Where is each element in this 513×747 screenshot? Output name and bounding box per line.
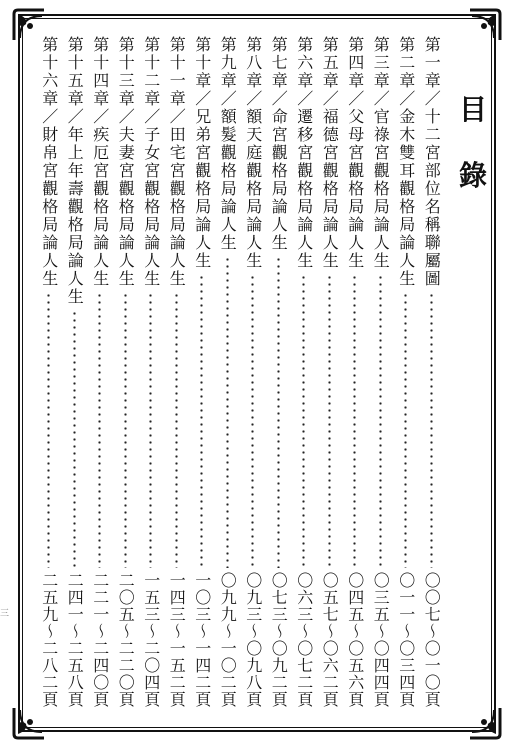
toc-entry[interactable] xyxy=(342,36,368,708)
entry-pages: 〇九三～〇九八頁 xyxy=(243,572,263,708)
entry-title: 第十四章／疾厄宮觀格局論人生 xyxy=(90,36,110,288)
corner-ornament-icon xyxy=(468,706,502,740)
entry-title: 第十六章／財帛宮觀格局論人生 xyxy=(39,36,59,288)
entry-title: 第十章／兄弟宮觀格局論人生 xyxy=(192,36,212,270)
leader-dots xyxy=(328,274,331,568)
entry-title: 第十二章／子女宮觀格局論人生 xyxy=(141,36,161,288)
toc-entry[interactable] xyxy=(62,36,88,708)
entry-pages: 二四一～二五八頁 xyxy=(65,572,85,708)
entry-title: 第八章／額天庭觀格局論人生 xyxy=(243,36,263,270)
entry-title: 第九章／額髮觀格局論人生 xyxy=(218,36,238,252)
entry-pages: 〇六三～〇七二頁 xyxy=(294,572,314,708)
toc-entry[interactable] xyxy=(215,36,241,708)
entry-title: 第十三章／夫妻宮觀格局論人生 xyxy=(116,36,136,288)
margin-mark: 三 xyxy=(0,609,10,619)
entry-pages: 一四三～一五二頁 xyxy=(167,572,187,708)
entry-pages: 一〇三～一四二頁 xyxy=(192,572,212,708)
leader-dots xyxy=(47,292,50,568)
leader-dots xyxy=(302,274,305,568)
toc-entry[interactable] xyxy=(138,36,164,708)
corner-ornament-icon xyxy=(12,706,46,740)
entry-pages: 〇三五～〇四四頁 xyxy=(371,572,391,708)
toc-entry[interactable] xyxy=(164,36,190,708)
entry-title: 第六章／遷移宮觀格局論人生 xyxy=(294,36,314,270)
entry-pages: 〇四五～〇五六頁 xyxy=(345,572,365,708)
toc-entry[interactable] xyxy=(291,36,317,708)
leader-dots xyxy=(353,274,356,568)
leader-dots xyxy=(149,292,152,568)
toc-entry[interactable] xyxy=(266,36,292,708)
entry-title: 第三章／官祿宮觀格局論人生 xyxy=(371,36,391,270)
toc-entry[interactable] xyxy=(419,36,445,708)
leader-dots xyxy=(200,274,203,568)
toc-entry[interactable] xyxy=(189,36,215,708)
leader-dots xyxy=(379,274,382,568)
title-char: 目 xyxy=(458,93,487,126)
leader-dots xyxy=(251,274,254,568)
leader-dots xyxy=(404,292,407,568)
toc-entry[interactable] xyxy=(87,36,113,708)
toc-columns xyxy=(36,36,444,708)
leader-dots xyxy=(226,256,229,568)
entry-title: 第十五章／年上年壽觀格局論人生 xyxy=(65,36,85,306)
entry-pages: 二二一～二四〇頁 xyxy=(90,572,110,708)
leader-dots xyxy=(175,292,178,568)
entry-title: 第一章／十二宮部位名稱聯屬圖 xyxy=(422,36,442,288)
toc-entry[interactable] xyxy=(113,36,139,708)
entry-pages: 一五三～二〇四頁 xyxy=(141,572,161,708)
entry-title: 第十一章／田宅宮觀格局論人生 xyxy=(167,36,187,288)
toc-entry[interactable] xyxy=(240,36,266,708)
toc-entry[interactable] xyxy=(393,36,419,708)
toc-entry[interactable] xyxy=(36,36,62,708)
entry-title: 第四章／父母宮觀格局論人生 xyxy=(345,36,365,270)
title-char: 錄 xyxy=(458,159,487,192)
entry-pages: 二〇五～二二〇頁 xyxy=(116,572,136,708)
entry-pages: 二五九～二八二頁 xyxy=(39,572,59,708)
entry-title: 第二章／金木雙耳觀格局論人生 xyxy=(396,36,416,288)
entry-pages: 〇〇七～〇一〇頁 xyxy=(422,572,442,708)
leader-dots xyxy=(98,292,101,568)
entry-title: 第五章／福德宮觀格局論人生 xyxy=(320,36,340,270)
leader-dots xyxy=(277,256,280,568)
entry-pages: 〇七三～〇九二頁 xyxy=(269,572,289,708)
leader-dots xyxy=(430,292,433,568)
entry-pages: 〇五七～〇六二頁 xyxy=(320,572,340,708)
entry-pages: 〇九九～一〇二頁 xyxy=(218,572,238,708)
entry-pages: 〇一一～〇三四頁 xyxy=(396,572,416,708)
toc-entry[interactable] xyxy=(368,36,394,708)
leader-dots xyxy=(124,292,127,568)
leader-dots xyxy=(73,310,76,568)
toc-entry[interactable] xyxy=(317,36,343,708)
corner-ornament-icon xyxy=(468,8,502,42)
entry-title: 第七章／命宮觀格局論人生 xyxy=(269,36,289,252)
page-title xyxy=(456,93,490,192)
